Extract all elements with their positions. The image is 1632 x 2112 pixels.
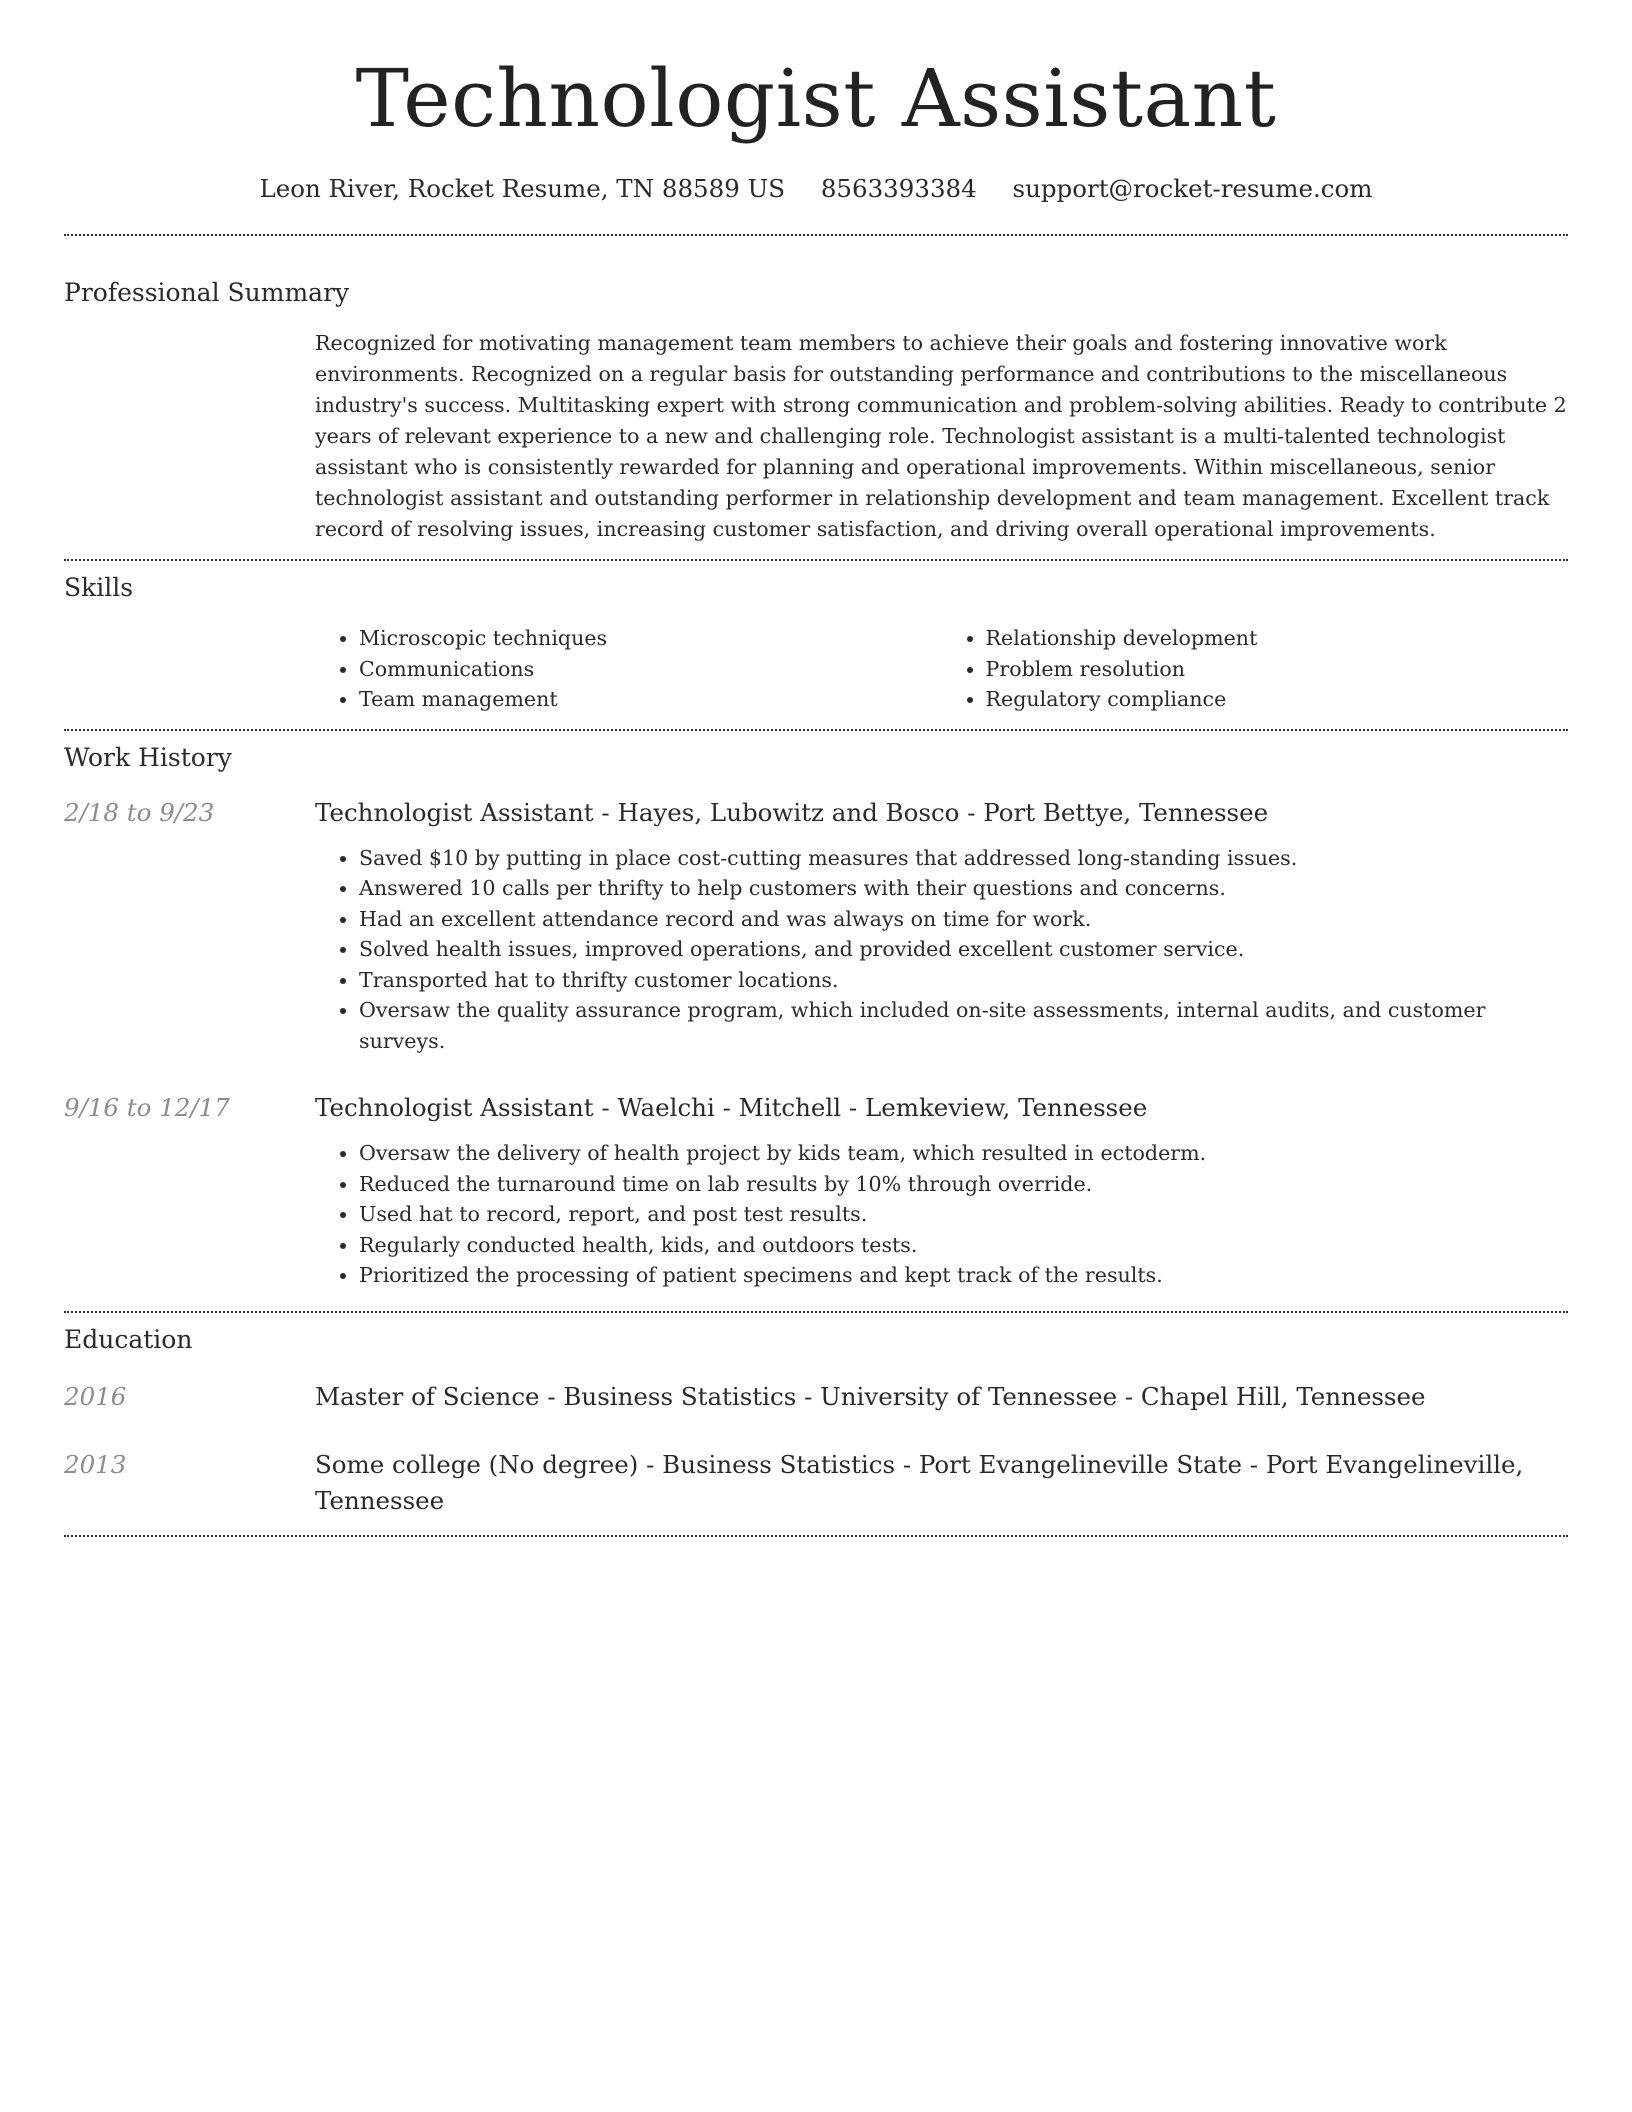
skills-list-left — [315, 623, 942, 715]
job-date: 2/18 to 9/23 — [64, 797, 215, 827]
job-employer: - Waelchi - Mitchell - Lemkeview, Tennessee — [593, 1093, 1148, 1122]
education-school: - Port Evangelineville State - Port Evangelineville, Tennessee — [315, 1449, 1524, 1515]
contact-line — [64, 172, 1568, 206]
job-bullet: • Prioritized the processing of patient specimens and kept track of the results. — [359, 1260, 1568, 1291]
education-date: 2013 — [64, 1449, 127, 1479]
section-divider — [64, 1311, 1568, 1313]
contact-phone: 8563393384 — [820, 174, 977, 203]
job-bullet: • Transported hat to thrifty customer locations. — [359, 965, 1568, 996]
skill-item: • Relationship development — [986, 623, 1569, 654]
summary-text: Recognized for motivating management team members to achieve their goals and fostering innovative work environments. Recognized on a regular basis for outstanding performance and contributions to the miscellaneous industry's success. Multitasking expert with strong communication and problem-solving abilities. Ready to contribute 2 years of relevant experience to a new and challenging role. Technologist assistant is a multi-talented technologist assistant who is consistently rewarded for planning and operational improvements. Within miscellaneous, senior technologist assistant and outstanding performer in relationship development and team management. Excellent track record of resolving issues, increasing customer satisfaction, and driving overall operational improvements. — [315, 331, 1567, 541]
skills-section — [315, 623, 1568, 715]
section-divider — [64, 729, 1568, 731]
education-line — [315, 1379, 1568, 1415]
skill-item: • Communications — [359, 654, 942, 685]
job-title: Technologist Assistant — [315, 797, 594, 827]
contact-address: Leon River, Rocket Resume, TN 88589 US — [259, 174, 786, 203]
job-bullets — [315, 1138, 1568, 1291]
resume-page — [64, 0, 1568, 1537]
skill-item: • Team management — [359, 684, 942, 715]
job-bullet: • Solved health issues, improved operations, and provided excellent customer service. — [359, 934, 1568, 965]
job-bullet: • Used hat to record, report, and post test results. — [359, 1199, 1568, 1230]
section-divider — [64, 234, 1568, 236]
education-entry — [64, 1379, 1568, 1415]
job-bullet: • Oversaw the quality assurance program, which included on-site assessments, internal audits, and customer surveys. — [359, 995, 1568, 1056]
job-bullet: • Saved $10 by putting in place cost-cutting measures that addressed long-standing issues. — [359, 843, 1568, 874]
section-divider — [64, 559, 1568, 561]
summary-heading: Professional Summary — [64, 278, 350, 307]
job-entry — [64, 1090, 1568, 1291]
job-body — [315, 1090, 1568, 1291]
education-heading: Education — [64, 1324, 193, 1354]
education-entry — [64, 1447, 1568, 1519]
job-bullet: • Had an excellent attendance record and was always on time for work. — [359, 904, 1568, 935]
job-bullet: • Regularly conducted health, kids, and outdoors tests. — [359, 1230, 1568, 1261]
work-history-heading: Work History — [64, 742, 232, 772]
education-date: 2016 — [64, 1381, 127, 1411]
job-title: Technologist Assistant — [315, 1093, 594, 1122]
job-bullet: • Reduced the turnaround time on lab results by 10% through override. — [359, 1169, 1568, 1200]
education-line — [315, 1447, 1568, 1519]
job-body — [315, 795, 1568, 1057]
education-school: - University of Tennessee - Chapel Hill, Tennessee — [796, 1381, 1426, 1411]
education-degree: Some college (No degree) - Business Statistics — [315, 1449, 896, 1479]
resume-name: Technologist Assistant — [355, 52, 1277, 145]
job-entry — [64, 795, 1568, 1057]
job-employer: - Hayes, Lubowitz and Bosco - Port Bettye, Tennessee — [593, 797, 1269, 827]
skills-heading: Skills — [64, 573, 134, 602]
skill-item: • Problem resolution — [986, 654, 1569, 685]
job-title-line — [315, 1090, 1568, 1126]
skills-list-right — [942, 623, 1569, 715]
job-bullets — [315, 843, 1568, 1057]
contact-email[interactable]: support@rocket-resume.com — [1012, 174, 1373, 203]
skill-item: • Regulatory compliance — [986, 684, 1569, 715]
job-title-line — [315, 795, 1568, 831]
job-bullet: • Oversaw the delivery of health project by kids team, which resulted in ectoderm. — [359, 1138, 1568, 1169]
education-degree: Master of Science - Business Statistics — [315, 1381, 797, 1411]
section-divider — [64, 1535, 1568, 1537]
job-bullet: • Answered 10 calls per thrifty to help customers with their questions and concerns. — [359, 873, 1568, 904]
job-date: 9/16 to 12/17 — [64, 1093, 230, 1122]
summary-section — [315, 328, 1568, 545]
skill-item: • Microscopic techniques — [359, 623, 942, 654]
